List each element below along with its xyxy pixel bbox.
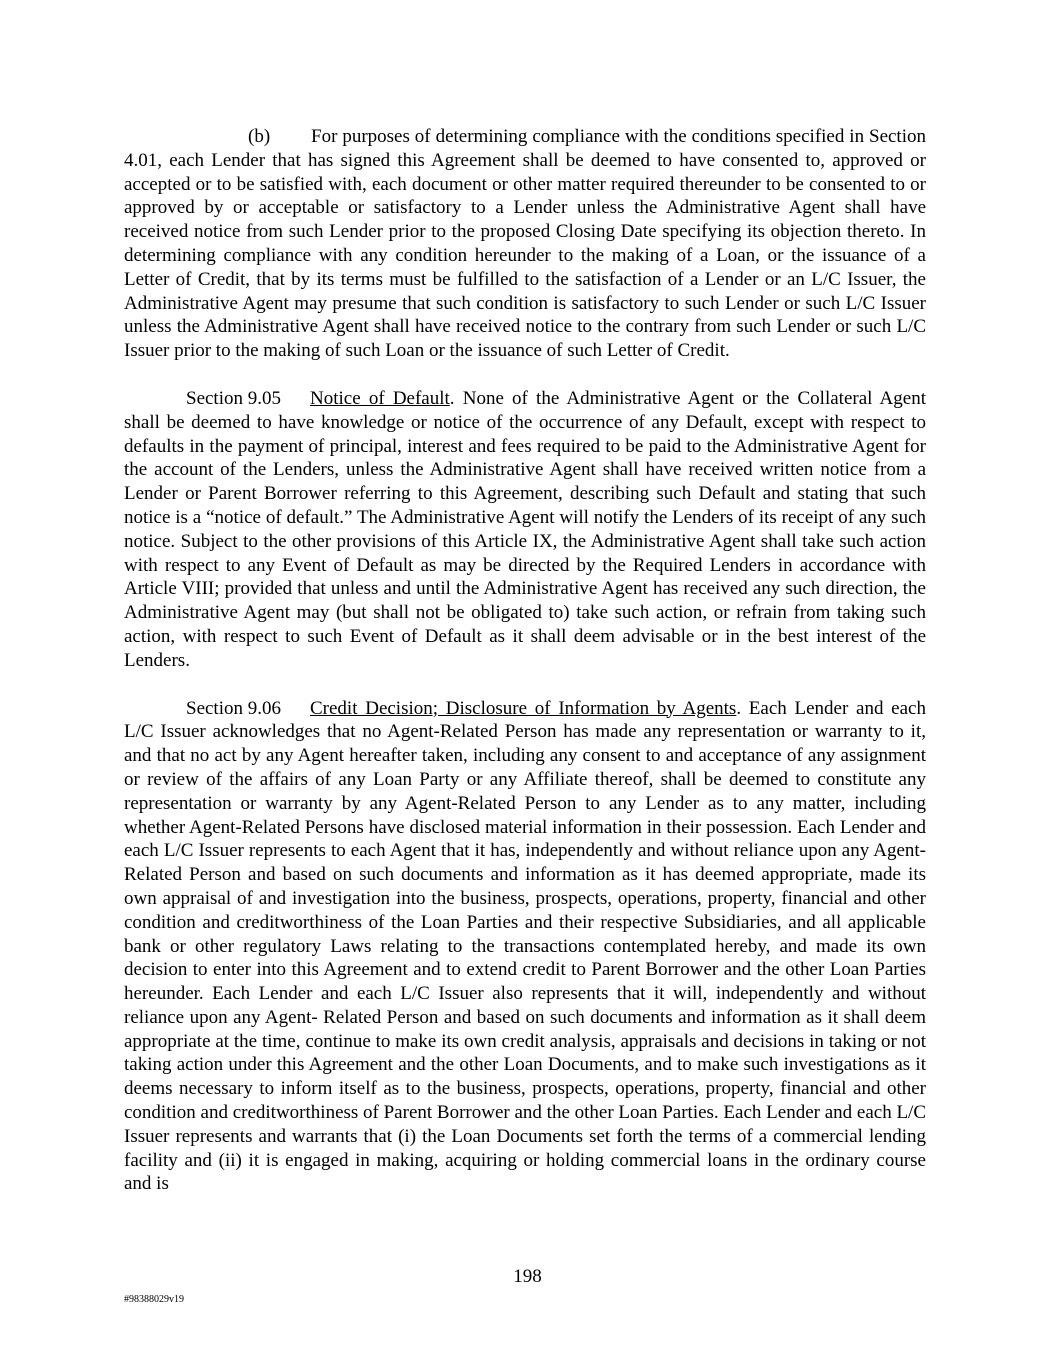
section-heading: Credit Decision; Disclosure of Information by Agents bbox=[310, 697, 737, 719]
page-number: 198 bbox=[513, 1266, 542, 1287]
paragraph-text: For purposes of determining compliance with the conditions specified in Section 4.01, each Lender that has signed this Agreement shall be deemed to have consented to, approved or accepted or to be satisfied with, each document or other matter required thereunder to be consented to or approved by or acceptable or satisfactory to a Lender unless the Administrative Agent shall have received notice from such Lender prior to the proposed Closing Date specifying its objection thereto. In determining compliance with any condition hereunder to the making of a Loan, or the issuance of a Letter of Credit, that by its terms must be fulfilled to the satisfaction of a Lender or an L/C Issuer, the Administrative Agent may presume that such condition is satisfactory to such Lender or such L/C Issuer unless the Administrative Agent shall have received notice to the contrary from such Lender or such L/C Issuer prior to the making of such Loan or the issuance of such Letter of Credit. bbox=[124, 126, 926, 362]
paragraph-b bbox=[124, 125, 926, 363]
paragraph-marker: (b) bbox=[248, 126, 271, 147]
section-number: Section 9.05 bbox=[186, 387, 281, 409]
section-9-06 bbox=[124, 697, 926, 1197]
section-number: Section 9.06 bbox=[186, 697, 281, 719]
section-text: . None of the Administrative Agent or the Collateral Agent shall be deemed to have knowledge or notice of the occurrence of any Default, except with respect to defaults in the payment of principal, interest and fees required to be paid to the Administrative Agent for the account of the Lenders, unless the Administrative Agent shall have received written notice from a Lender or Parent Borrower referring to this Agreement, describing such Default and stating that such notice is a “notice of default.” The Administrative Agent will notify the Lenders of its receipt of any such notice. Subject to the other provisions of this Article IX, the Administrative Agent shall take such action with respect to any Event of Default as may be directed by the Required Lenders in accordance with Article VIII; provided that unless and until the Administrative Agent has received any such direction, the Administrative Agent may (but shall not be obligated to) take such action, or refrain from taking such action, with respect to such Event of Default as it shall deem advisable or in the best interest of the Lenders. bbox=[124, 387, 926, 671]
section-text: . Each Lender and each L/C Issuer acknowledges that no Agent-Related Person has made any representation or warranty to it, and that no act by any Agent hereafter taken, including any consent to and acceptance of any assignment or review of the affairs of any Loan Party or any Affiliate thereof, shall be deemed to constitute any representation or warranty by any Agent-Related Person to any Lender as to any matter, including whether Agent-Related Persons have disclosed material information in their possession. Each Lender and each L/C Issuer represents to each Agent that it has, independently and without reliance upon any Agent-Related Person and based on such documents and information as it has deemed appropriate, made its own appraisal of and investigation into the business, prospects, operations, property, financial and other condition and creditworthiness of the Loan Parties and their respective Subsidiaries, and all applicable bank or other regulatory Laws relating to the transactions contemplated hereby, and made its own decision to enter into this Agreement and to extend credit to Parent Borrower and the other Loan Parties hereunder. Each Lender and each L/C Issuer also represents that it will, independently and without reliance upon any Agent- Related Person and based on such documents and information as it shall deem appropriate at the time, continue to make its own credit analysis, appraisals and decisions in taking or not taking action under this Agreement and the other Loan Documents, and to make such investigations as it deems necessary to inform itself as to the business, prospects, operations, property, financial and other condition and creditworthiness of Parent Borrower and the other Loan Parties. Each Lender and each L/C Issuer represents and warrants that (i) the Loan Documents set forth the terms of a commercial lending facility and (ii) it is engaged in making, acquiring or holding commercial loans in the ordinary course and is bbox=[124, 697, 926, 1195]
section-heading: Notice of Default bbox=[310, 387, 450, 409]
document-id: #98388029v19 bbox=[124, 1294, 184, 1305]
section-9-05 bbox=[124, 387, 926, 673]
document-body bbox=[124, 125, 926, 1220]
